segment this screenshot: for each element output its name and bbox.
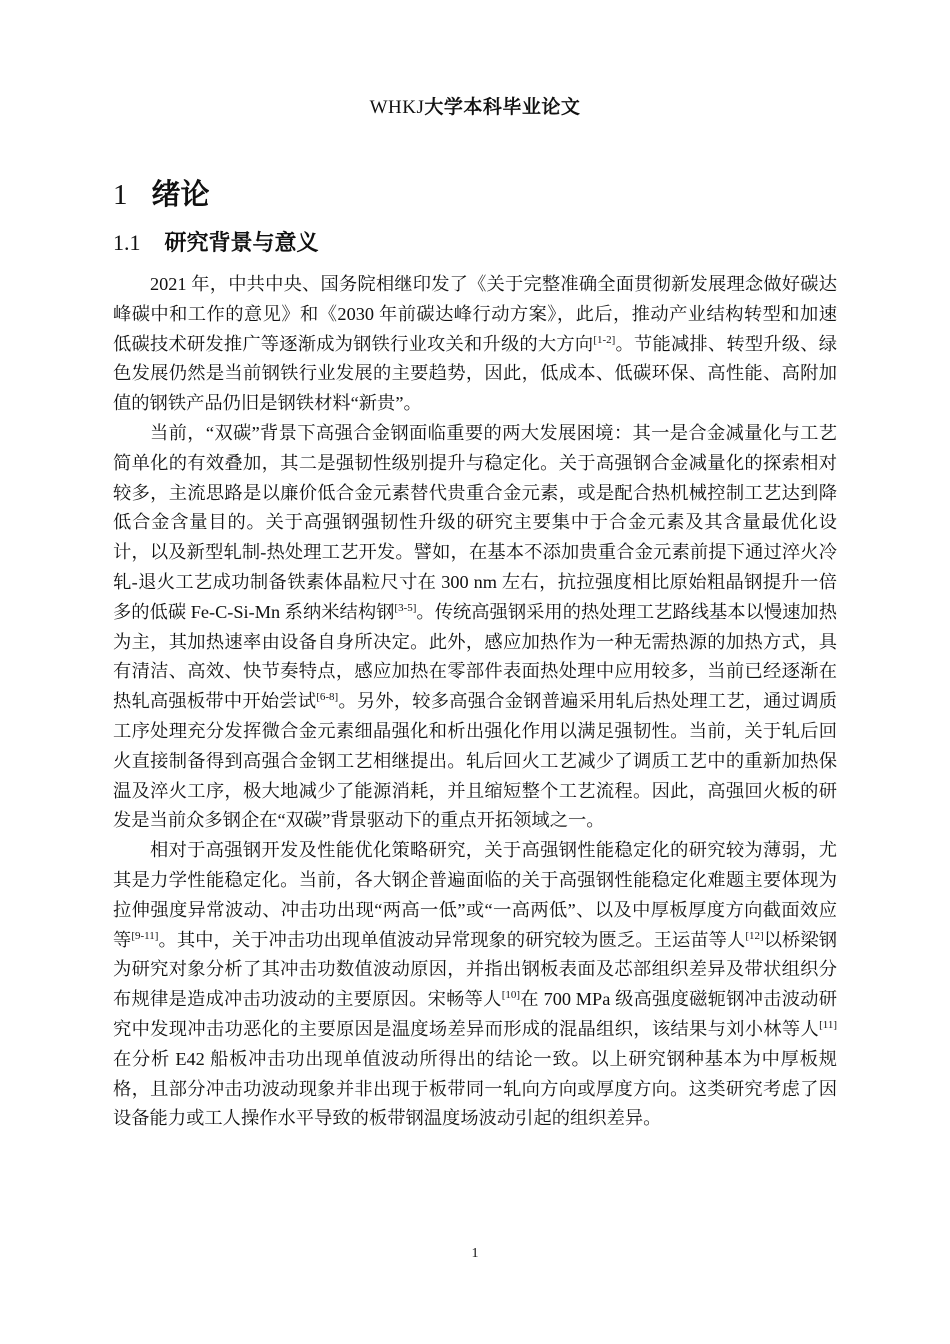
paragraph-text: 。传统高强钢采用的热处理工艺路线基本以慢速加热为主，其加热速率由设备自身所决定。此外，感应加热作为一种无需热源的加热方式，具有清洁、高效、快节奏特点，感应加热在零部件表面热处理中应用较多，当前已经逐渐在热轧高强板带中开始尝试	[113, 601, 837, 712]
citation-marker: [12]	[745, 929, 764, 942]
chapter-number: 1	[113, 179, 128, 211]
paragraph-text: 以桥梁钢为研究对象分析了其冲击功数值波动原因，并指出钢板表面及芯部组织差异及带状组织分布规律是造成冲击功波动的主要原因。宋畅等人	[113, 929, 838, 1010]
body-paragraph	[113, 836, 837, 1134]
chapter-heading	[113, 172, 210, 213]
body-paragraph	[113, 419, 837, 836]
page-number: 1	[471, 1246, 479, 1261]
citation-marker: [3-5]	[394, 601, 417, 614]
section-number: 1.1	[113, 230, 141, 255]
citation-marker: [1-2]	[593, 333, 616, 346]
paragraph-text: 当前，“双碳”背景下高强合金钢面临重要的两大发展困境：其一是合金减量化与工艺简单化的有效叠加，其二是强韧性级别提升与稳定化。关于高强钢合金减量化的探索相对较多，主流思路是以廉价低合金元素替代贵重合金元素，或是配合热机械控制工艺达到降低合金含量目的。关于高强钢强韧性升级的研究主要集中于合金元素及其含量最优化设计，以及新型轧制-热处理工艺开发。譬如，在基本不添加贵重合金元素前提下通过淬火冷轧-退火工艺成功制备铁素体晶粒尺寸在 300 nm 左右，抗拉强度相比原始粗晶钢提升一倍多的低碳 Fe-C-Si-Mn 系纳米结构钢	[113, 422, 837, 622]
section-heading	[113, 226, 319, 257]
header-university-title: 大学本科毕业论文	[424, 97, 581, 118]
running-header	[0, 92, 950, 119]
paragraph-text: 在分析 E42 船板冲击功出现单值波动所得出的结论一致。以上研究钢种基本为中厚板规格，且部分冲击功波动现象并非出现于板带同一轧向方向或厚度方向。这类研究考虑了因设备能力或工人操作水平导致的板带钢温度场波动引起的组织差异。	[113, 1048, 837, 1129]
paragraph-text: 。节能减排、转型升级、绿色发展仍然是当前钢铁行业发展的主要趋势，因此，低成本、低碳环保、高性能、高附加值的钢铁产品仍旧是钢铁材料“新贵”。	[113, 333, 838, 414]
paragraph-text: 。另外，较多高强合金钢普遍采用轧后热处理工艺，通过调质工序处理充分发挥微合金元素细晶强化和析出强化作用以满足强韧性。当前，关于轧后回火直接制备得到高强合金钢工艺相继提出。轧后回火工艺减少了调质工艺中的重新加热保温及淬火工序，极大地减少了能源消耗，并且缩短整个工艺流程。因此，高强回火板的研发是当前众多钢企在“双碳”背景驱动下的重点开拓领域之一。	[113, 691, 838, 831]
paragraph-text: 相对于高强钢开发及性能优化策略研究，关于高强钢性能稳定化的研究较为薄弱，尤其是力学性能稳定化。当前，各大钢企普遍面临的关于高强钢性能稳定化难题主要体现为拉伸强度异常波动、冲击功出现“两高一低”或“一高两低”、以及中厚板厚度方向截面效应等	[113, 840, 837, 950]
chapter-title: 绪论	[151, 177, 210, 211]
header-latin: WHKJ	[369, 97, 425, 118]
citation-marker: [11]	[819, 1018, 837, 1031]
paragraph-text: 在 700 MPa 级高强度磁轭钢冲击波动研究中发现冲击功恶化的主要原因是温度场差异而形成的混晶组织，该结果与刘小林等人	[113, 989, 838, 1039]
paragraph-text: 2021 年，中共中央、国务院相继印发了《关于完整准确全面贯彻新发展理念做好碳达峰碳中和工作的意见》和《2030 年前碳达峰行动方案》，此后，推动产业结构转型和加速低碳技术研发推广等逐渐成为钢铁行业攻关和升级的大方向	[113, 274, 837, 354]
body-paragraph	[113, 270, 837, 419]
paragraph-text: 。其中，关于冲击功出现单值波动异常现象的研究较为匮乏。王运苗等人	[158, 929, 746, 950]
section-title: 研究背景与意义	[164, 231, 319, 256]
citation-marker: [9-11]	[131, 929, 159, 942]
citation-marker: [10]	[501, 989, 521, 1002]
citation-marker: [6-8]	[316, 691, 339, 704]
body-text	[113, 270, 837, 1134]
